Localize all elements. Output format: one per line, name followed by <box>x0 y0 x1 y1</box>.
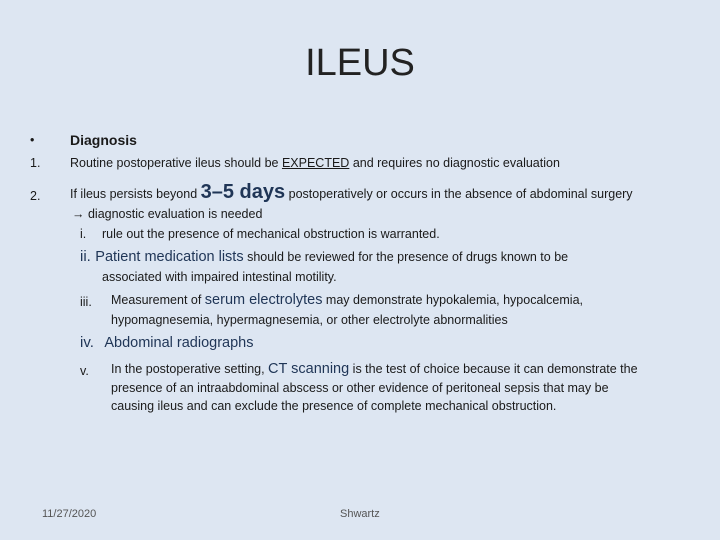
sub-iv-text: Abdominal radiographs <box>104 335 254 351</box>
footer-source: Shwartz <box>340 508 380 520</box>
item-2-days: 3–5 days <box>200 181 286 203</box>
sub-ii-number: ii. <box>80 248 91 265</box>
sub-iii-post: may demonstrate hypokalemia, hypocalcemia, <box>322 293 583 307</box>
sub-iii-number: iii. <box>80 295 92 309</box>
item-1-emphasis: EXPECTED <box>281 156 350 170</box>
sub-ii-highlight: Patient medication lists <box>95 249 244 265</box>
item-1-pre: Routine postoperative ileus should be <box>70 156 282 170</box>
sub-ii-line-2: associated with impaired intestinal motility. <box>102 270 337 284</box>
sub-ii-rest: should be reviewed for the presence of drugs known to be <box>243 250 569 264</box>
sub-v-line-1 <box>111 361 638 377</box>
item-2-post: postoperatively or occurs in the absence of abdominal surgery <box>285 187 633 201</box>
item-2-line-1 <box>70 181 633 204</box>
item-2-pre: If ileus persists beyond <box>70 187 201 201</box>
sub-v-pre: In the postoperative setting, <box>111 362 269 376</box>
sub-iii-line-1 <box>111 292 583 308</box>
slide-title: ILEUS <box>305 42 415 84</box>
item-2-number: 2. <box>30 189 41 203</box>
sub-v-line-2: presence of an intraabdominal abscess or other evidence of peritoneal sepsis that may be <box>111 381 609 395</box>
item-1-post: and requires no diagnostic evaluation <box>349 156 560 170</box>
bullet-marker: • <box>30 133 35 147</box>
item-2-line-2: → diagnostic evaluation is needed <box>72 207 263 221</box>
sub-ii-line-1 <box>80 248 568 266</box>
sub-v-highlight: CT scanning <box>268 361 350 377</box>
footer-date: 11/27/2020 <box>42 508 97 520</box>
sub-iii-highlight: serum electrolytes <box>204 292 323 308</box>
sub-iv-line <box>80 334 253 352</box>
item-1-number: 1. <box>30 156 41 170</box>
sub-i-text: rule out the presence of mechanical obstruction is warranted. <box>102 227 440 241</box>
item-1-text <box>70 156 560 170</box>
sub-v-number: v. <box>80 364 89 378</box>
sub-v-line-3: causing ileus and can exclude the presence of complete mechanical obstruction. <box>111 399 557 413</box>
sub-iv-number: iv. <box>80 334 94 351</box>
sub-iii-line-2: hypomagnesemia, hypermagnesemia, or other electrolyte abnormalities <box>111 313 508 327</box>
sub-v-post: is the test of choice because it can demonstrate the <box>349 362 638 376</box>
sub-i-number: i. <box>80 227 87 241</box>
diagnosis-heading: Diagnosis <box>70 132 137 148</box>
sub-iii-pre: Measurement of <box>111 293 205 307</box>
